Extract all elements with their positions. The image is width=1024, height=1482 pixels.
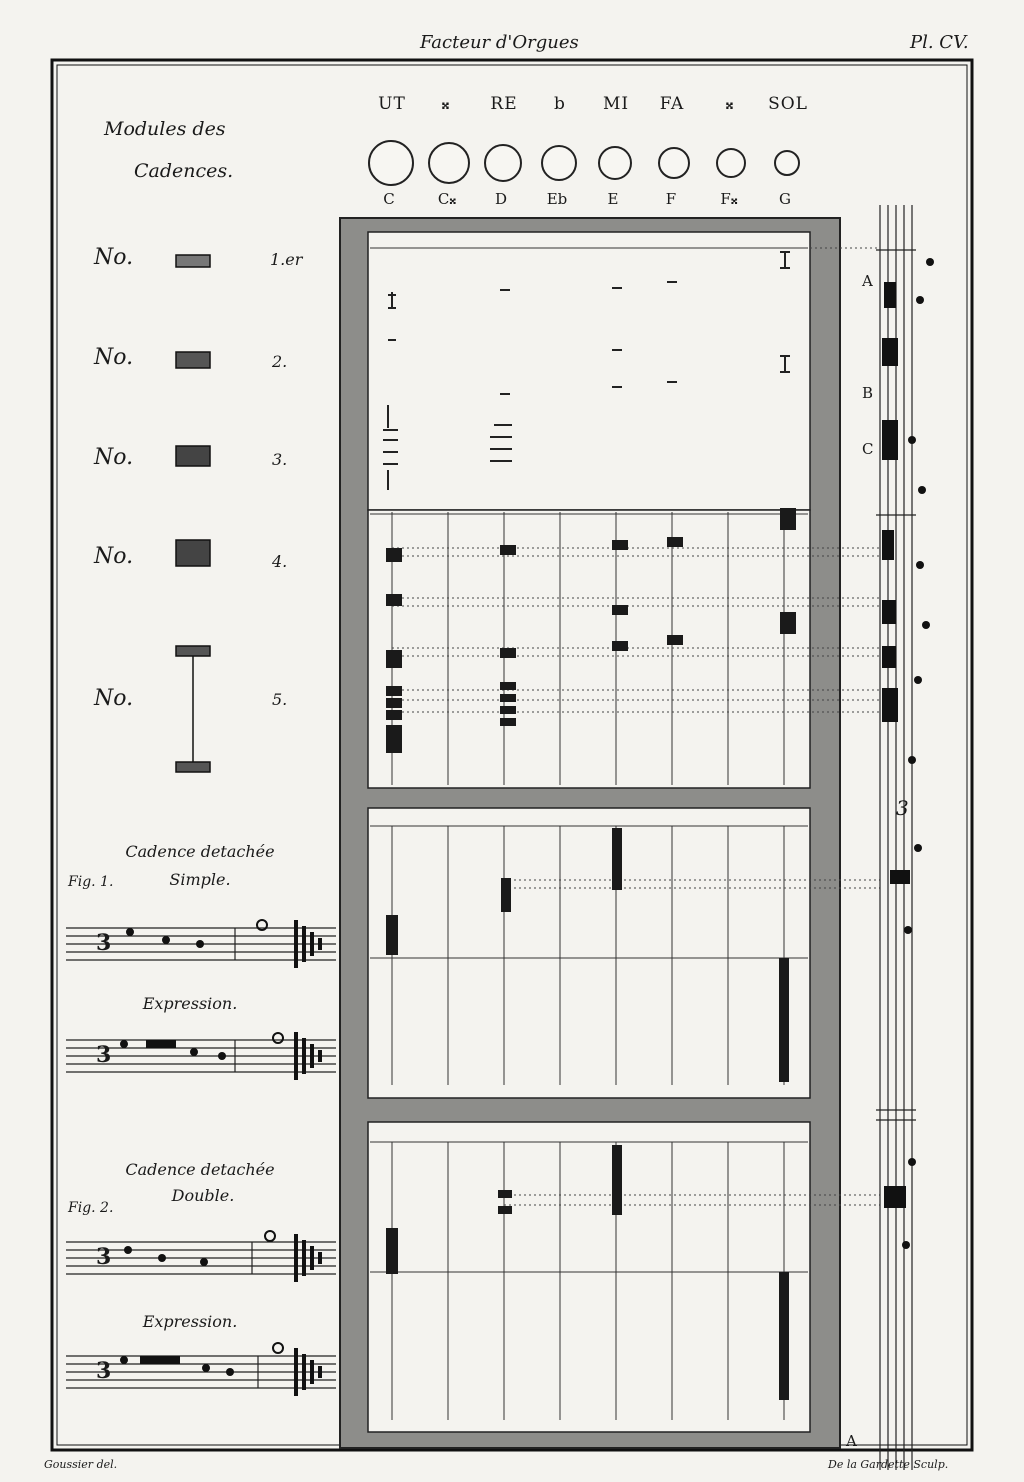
pipe-circle-f bbox=[658, 147, 690, 179]
note-top-sol: SOL bbox=[768, 94, 808, 114]
note-bottom-d: D bbox=[494, 190, 508, 208]
fig2-expression: Expression. bbox=[142, 1312, 238, 1331]
side-letter-c: C bbox=[862, 440, 874, 458]
pipe-circle-fsharp bbox=[716, 148, 746, 178]
fig1-title: Cadence detachée bbox=[125, 842, 275, 861]
key-frame bbox=[340, 218, 840, 1448]
fig2-expr-time-sig: 3 bbox=[96, 1358, 112, 1384]
fig1-label: Fig. 1. bbox=[68, 874, 114, 890]
note-bottom-e: E bbox=[607, 190, 619, 208]
fig2-sub: Double. bbox=[171, 1186, 235, 1205]
bottom-letter-a: A bbox=[846, 1432, 857, 1450]
module-symbols bbox=[176, 255, 210, 772]
plate-number: Pl. CV. bbox=[910, 32, 969, 53]
fig1-expression: Expression. bbox=[142, 994, 238, 1013]
module-num-2: 2. bbox=[272, 352, 288, 371]
note-bottom-fsharp: F𝄪 bbox=[720, 190, 738, 208]
module-no-4: No. bbox=[94, 544, 134, 569]
note-top-sharp-2: 𝄪 bbox=[725, 94, 735, 114]
note-top-ut: UT bbox=[378, 94, 406, 114]
module-no-1: No. bbox=[94, 245, 134, 270]
right-staff bbox=[876, 205, 916, 1470]
pipe-circle-d bbox=[484, 144, 522, 182]
pipe-circle-c bbox=[368, 140, 414, 186]
module-no-2: No. bbox=[94, 345, 134, 370]
footer-engraver: De la Gardette Sculp. bbox=[828, 1458, 949, 1471]
right-staff-numeral: 3 bbox=[896, 796, 909, 820]
note-top-sharp-1: 𝄪 bbox=[441, 94, 451, 114]
fig1-sub: Simple. bbox=[169, 870, 231, 889]
note-top-mi: MI bbox=[602, 94, 630, 114]
note-bottom-eb: Eb bbox=[546, 190, 568, 208]
fig1-time-sig: 3 bbox=[96, 930, 112, 956]
note-top-fa: FA bbox=[659, 94, 685, 114]
note-bottom-f: F bbox=[665, 190, 677, 208]
module-num-1: 1.er bbox=[270, 250, 303, 269]
plate-title: Facteur d'Orgues bbox=[420, 32, 579, 53]
note-bottom-csharp: C𝄪 bbox=[437, 190, 457, 208]
footer-draftsman: Goussier del. bbox=[44, 1458, 118, 1471]
fig2-time-sig: 3 bbox=[96, 1244, 112, 1270]
pipe-circle-eb bbox=[541, 145, 577, 181]
module-num-4: 4. bbox=[272, 552, 288, 571]
right-staff-notes bbox=[882, 258, 934, 1249]
fig2-label: Fig. 2. bbox=[68, 1200, 114, 1216]
module-num-5: 5. bbox=[272, 690, 288, 709]
side-letter-b: B bbox=[862, 384, 874, 402]
modules-title-line1: Modules des bbox=[104, 118, 226, 140]
module-no-3: No. bbox=[94, 445, 134, 470]
fig2-title: Cadence detachée bbox=[125, 1160, 275, 1179]
note-bottom-c: C bbox=[383, 190, 395, 208]
note-top-re: RE bbox=[490, 94, 518, 114]
side-letter-a: A bbox=[862, 272, 873, 290]
note-bottom-g: G bbox=[779, 190, 791, 208]
module-no-5: No. bbox=[94, 686, 134, 711]
pipe-circle-csharp bbox=[428, 142, 470, 184]
note-top-flat: b bbox=[554, 94, 566, 114]
pipe-circle-e bbox=[598, 146, 632, 180]
modules-title-line2: Cadences. bbox=[134, 160, 234, 182]
fig1-expr-time-sig: 3 bbox=[96, 1042, 112, 1068]
module-num-3: 3. bbox=[272, 450, 288, 469]
pipe-circle-g bbox=[774, 150, 800, 176]
